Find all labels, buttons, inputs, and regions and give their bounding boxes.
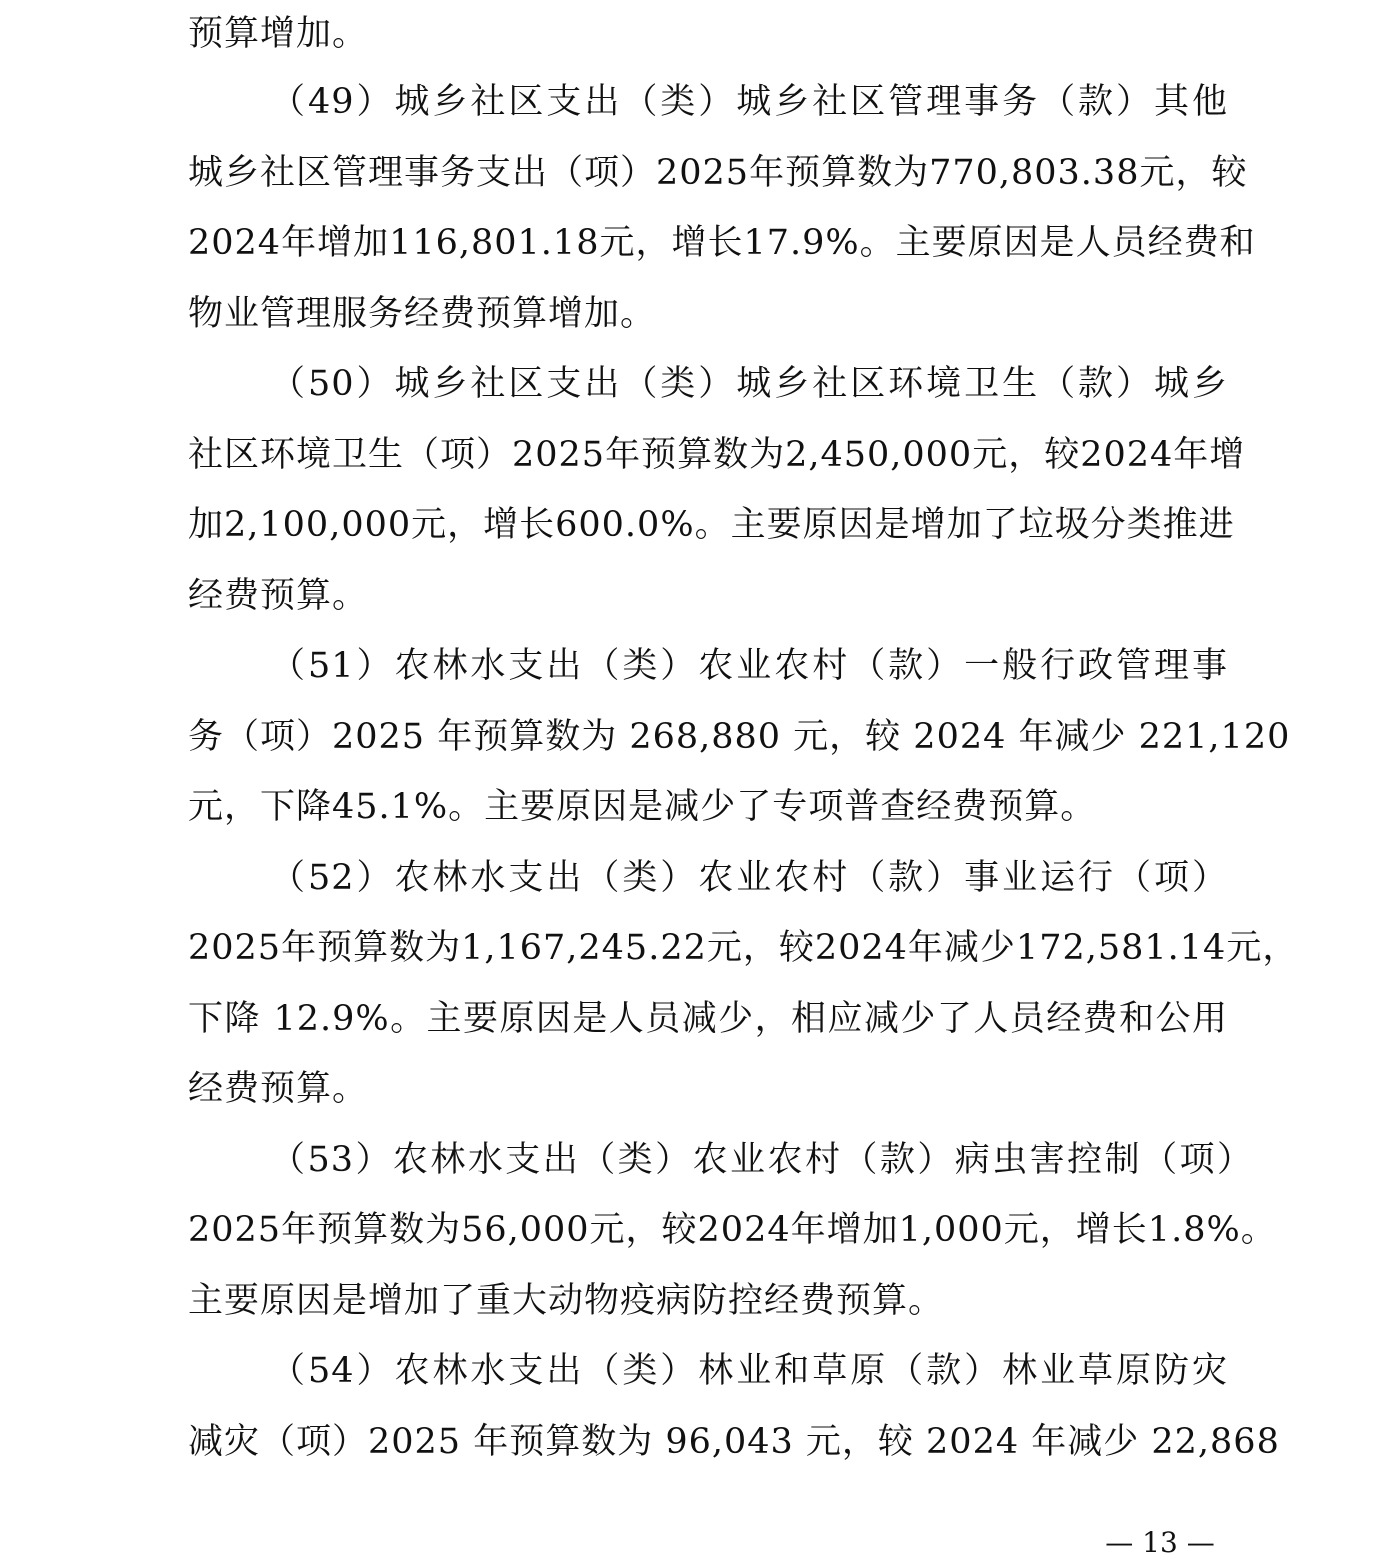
paragraph-line: （52）农林水支出（类）农业农村（款）事业运行（项） (270, 858, 1228, 898)
paragraph-line: 务（项）2025 年预算数为 268,880 元，较 2024 年减少 221,120 (188, 717, 1291, 757)
paragraph-line: 经费预算。 (188, 576, 369, 616)
paragraph-line: 2025年预算数为56,000元，较2024年增加1,000元，增长1.8%。 (188, 1210, 1277, 1250)
paragraph-line: （49）城乡社区支出（类）城乡社区管理事务（款）其他 (270, 82, 1228, 122)
paragraph-line: 主要原因是增加了重大动物疫病防控经费预算。 (188, 1281, 945, 1321)
paragraph-line: （50）城乡社区支出（类）城乡社区环境卫生（款）城乡 (270, 364, 1228, 404)
page-number: — 13 — (1105, 1526, 1215, 1559)
paragraph-line: 社区环境卫生（项）2025年预算数为2,450,000元，较2024年增 (188, 435, 1246, 475)
paragraph-line: 经费预算。 (188, 1069, 369, 1109)
paragraph-line: 城乡社区管理事务支出（项）2025年预算数为770,803.38元，较 (188, 153, 1248, 193)
paragraph-line: 物业管理服务经费预算增加。 (188, 294, 657, 334)
paragraph-line: （53）农林水支出（类）农业农村（款）病虫害控制（项） (270, 1140, 1253, 1180)
paragraph-line: （54）农林水支出（类）林业和草原（款）林业草原防灾 (270, 1351, 1228, 1391)
paragraph-line: 2024年增加116,801.18元，增长17.9%。主要原因是人员经费和 (188, 223, 1256, 263)
paragraph-line: 下降 12.9%。主要原因是人员减少，相应减少了人员经费和公用 (188, 999, 1228, 1039)
paragraph-line: 元，下降45.1%。主要原因是减少了专项普查经费预算。 (188, 787, 1097, 827)
paragraph-line: 预算增加。 (188, 14, 369, 54)
paragraph-line: 2025年预算数为1,167,245.22元，较2024年减少172,581.14元， (188, 928, 1299, 968)
paragraph-line: 加2,100,000元，增长600.0%。主要原因是增加了垃圾分类推进 (188, 505, 1235, 545)
paragraph-line: （51）农林水支出（类）农业农村（款）一般行政管理事 (270, 646, 1228, 686)
paragraph-line: 减灾（项）2025 年预算数为 96,043 元，较 2024 年减少 22,868 (188, 1422, 1280, 1462)
